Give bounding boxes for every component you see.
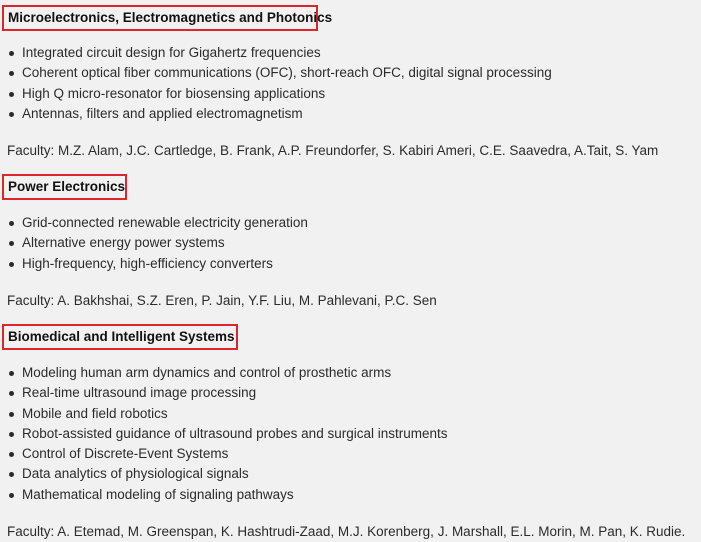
list-item [0, 233, 308, 253]
bullet-icon [9, 472, 14, 477]
list-item-text: Modeling human arm dynamics and control of prosthetic arms [22, 365, 392, 380]
bullet-icon [9, 262, 14, 267]
faculty-list: Faculty: M.Z. Alam, J.C. Cartledge, B. Frank, A.P. Freundorfer, S. Kabiri Ameri, C.E. Saavedra, A.Tait, S. Yam [7, 143, 659, 158]
section-heading: Microelectronics, Electromagnetics and Photonics [8, 10, 333, 25]
list-item [0, 84, 552, 104]
list-item-text: Alternative energy power systems [22, 235, 225, 251]
bullet-icon [9, 493, 14, 498]
list-item-text: Mobile and field robotics [22, 405, 168, 421]
topic-list [0, 43, 552, 124]
faculty-list: Faculty: A. Etemad, M. Greenspan, K. Hashtrudi-Zaad, M.J. Korenberg, J. Marshall, E.L. Morin, M. Pan, K. Rudie. [7, 524, 686, 539]
list-item-text: Integrated circuit design for Gigahertz frequencies [22, 45, 321, 60]
bullet-icon [9, 241, 14, 246]
list-item-text: Data analytics of physiological signals [22, 466, 249, 482]
bullet-icon [9, 412, 14, 417]
list-item-text: High Q micro-resonator for biosensing applications [22, 85, 326, 101]
bullet-icon [9, 432, 14, 437]
bullet-icon [9, 71, 14, 76]
bullet-icon [9, 452, 14, 457]
bullet-icon [9, 92, 14, 97]
section-heading: Biomedical and Intelligent Systems [8, 329, 235, 344]
topic-list [0, 213, 308, 274]
list-item [0, 485, 448, 505]
bullet-icon [9, 371, 14, 376]
list-item [0, 363, 448, 383]
list-item [0, 43, 552, 63]
list-item-text: Control of Discrete-Event Systems [22, 446, 229, 462]
list-item [0, 254, 308, 274]
bullet-icon [9, 112, 14, 117]
list-item-text: Antennas, filters and applied electromagnetism [22, 105, 303, 121]
list-item-text: Real-time ultrasound image processing [22, 385, 257, 401]
list-item-text: Mathematical modeling of signaling pathways [22, 486, 294, 502]
list-item [0, 104, 552, 124]
section-heading: Power Electronics [8, 179, 126, 194]
list-item [0, 404, 448, 424]
bullet-icon [9, 51, 14, 56]
list-item [0, 213, 308, 233]
list-item [0, 424, 448, 444]
list-item [0, 444, 448, 464]
bullet-icon [9, 221, 14, 226]
list-item [0, 383, 448, 403]
list-item-text: Coherent optical fiber communications (OFC), short-reach OFC, digital signal processing [22, 65, 552, 81]
list-item-text: Robot-assisted guidance of ultrasound probes and surgical instruments [22, 425, 448, 441]
faculty-list: Faculty: A. Bakhshai, S.Z. Eren, P. Jain, Y.F. Liu, M. Pahlevani, P.C. Sen [7, 293, 437, 308]
list-item [0, 464, 448, 484]
bullet-icon [9, 391, 14, 396]
topic-list [0, 363, 448, 505]
list-item-text: Grid-connected renewable electricity generation [22, 215, 308, 230]
list-item-text: High-frequency, high-efficiency converters [22, 255, 273, 271]
list-item [0, 63, 552, 83]
